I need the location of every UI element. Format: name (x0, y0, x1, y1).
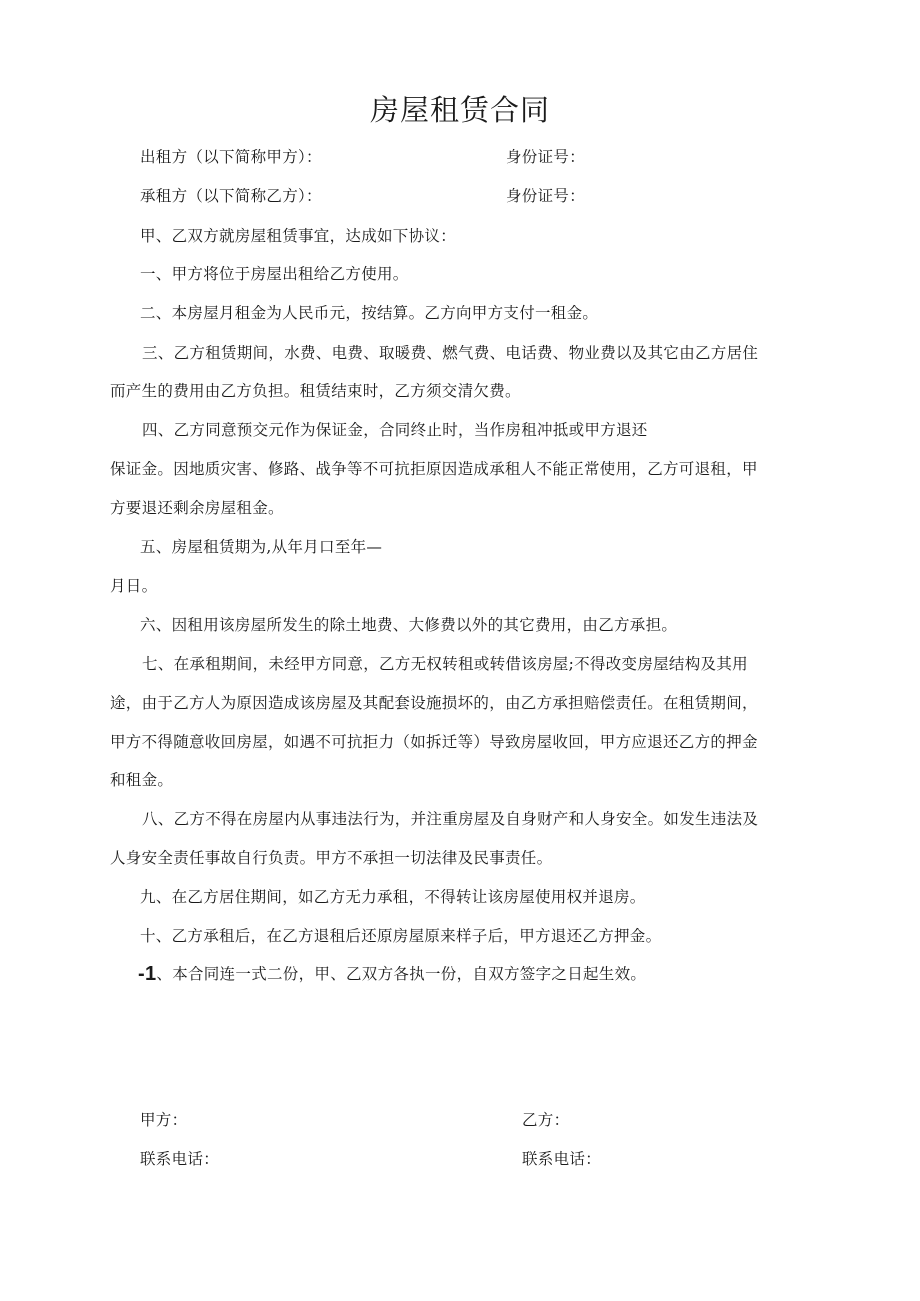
lessee-id-label: 身份证号： (506, 187, 586, 205)
lessee-label: 承租方（以下简称乙方）： (140, 187, 322, 205)
clause-7-line-2: 途，由于乙方人为原因造成该房屋及其配套设施损坏的，由乙方承担赔偿责任。在租赁期间， (110, 694, 758, 712)
clause-9: 九、在乙方居住期间，如乙方无力承租，不得转让该房屋使用权并退房。 (140, 888, 646, 906)
clause-8-line-2: 人身安全责任事故自行负责。甲方不承担一切法律及民事责任。 (110, 849, 553, 867)
party-a-phone-label: 联系电话： (140, 1150, 220, 1168)
clause-10: 十、乙方承租后，在乙方退租后还原房屋原来样子后，甲方退还乙方押金。 (140, 927, 662, 945)
clause-7-line-1: 七、在承租期间，未经甲方同意，乙方无权转租或转借该房屋;不得改变房屋结构及其用 (142, 655, 748, 673)
clause-3-line-2: 而产生的费用由乙方负担。租赁结束时，乙方须交清欠费。 (110, 382, 521, 400)
clause-11-number: -1 (138, 963, 157, 985)
clause-5-line-1: 五、房屋租赁期为,从年月口至年— (140, 538, 383, 556)
clause-1: 一、甲方将位于房屋出租给乙方使用。 (140, 265, 409, 283)
clause-4-line-3: 方要退还剩余房屋租金。 (110, 499, 284, 517)
clause-8-line-1: 八、乙方不得在房屋内从事违法行为，并注重房屋及自身财产和人身安全。如发生违法及 (142, 810, 759, 828)
clause-5-line-2: 月日。 (110, 577, 158, 595)
clause-6: 六、因租用该房屋所发生的除土地费、大修费以外的其它费用，由乙方承担。 (140, 616, 678, 634)
clause-4-line-2: 保证金。因地质灾害、修路、战争等不可抗拒原因造成承租人不能正常使用，乙方可退租，甲 (110, 460, 758, 478)
clause-11 (138, 964, 646, 984)
clause-2: 二、本房屋月租金为人民币元，按结算。乙方向甲方支付一租金。 (140, 304, 599, 322)
party-b-signature-label: 乙方： (522, 1111, 570, 1129)
clause-3-line-1: 三、乙方租赁期间，水费、电费、取暖费、燃气费、电话费、物业费以及其它由乙方居住 (142, 344, 759, 362)
clause-4-line-1: 四、乙方同意预交元作为保证金，合同终止时，当作房租冲抵或甲方退还 (142, 421, 648, 439)
clause-7-line-4: 和租金。 (110, 771, 174, 789)
party-a-signature-label: 甲方： (140, 1111, 188, 1129)
lessor-label: 出租方（以下简称甲方）： (140, 148, 322, 166)
party-b-phone-label: 联系电话： (522, 1150, 602, 1168)
intro-paragraph: 甲、乙双方就房屋租赁事宜，达成如下协议： (140, 227, 457, 245)
clause-11-text: 、本合同连一式二份，甲、乙双方各执一份，自双方签字之日起生效。 (156, 965, 647, 983)
lessor-id-label: 身份证号： (506, 148, 586, 166)
page-title: 房屋租赁合同 (369, 93, 550, 127)
clause-7-line-3: 甲方不得随意收回房屋，如遇不可抗拒力（如拆迁等）导致房屋收回，甲方应退还乙方的押金 (110, 733, 758, 751)
